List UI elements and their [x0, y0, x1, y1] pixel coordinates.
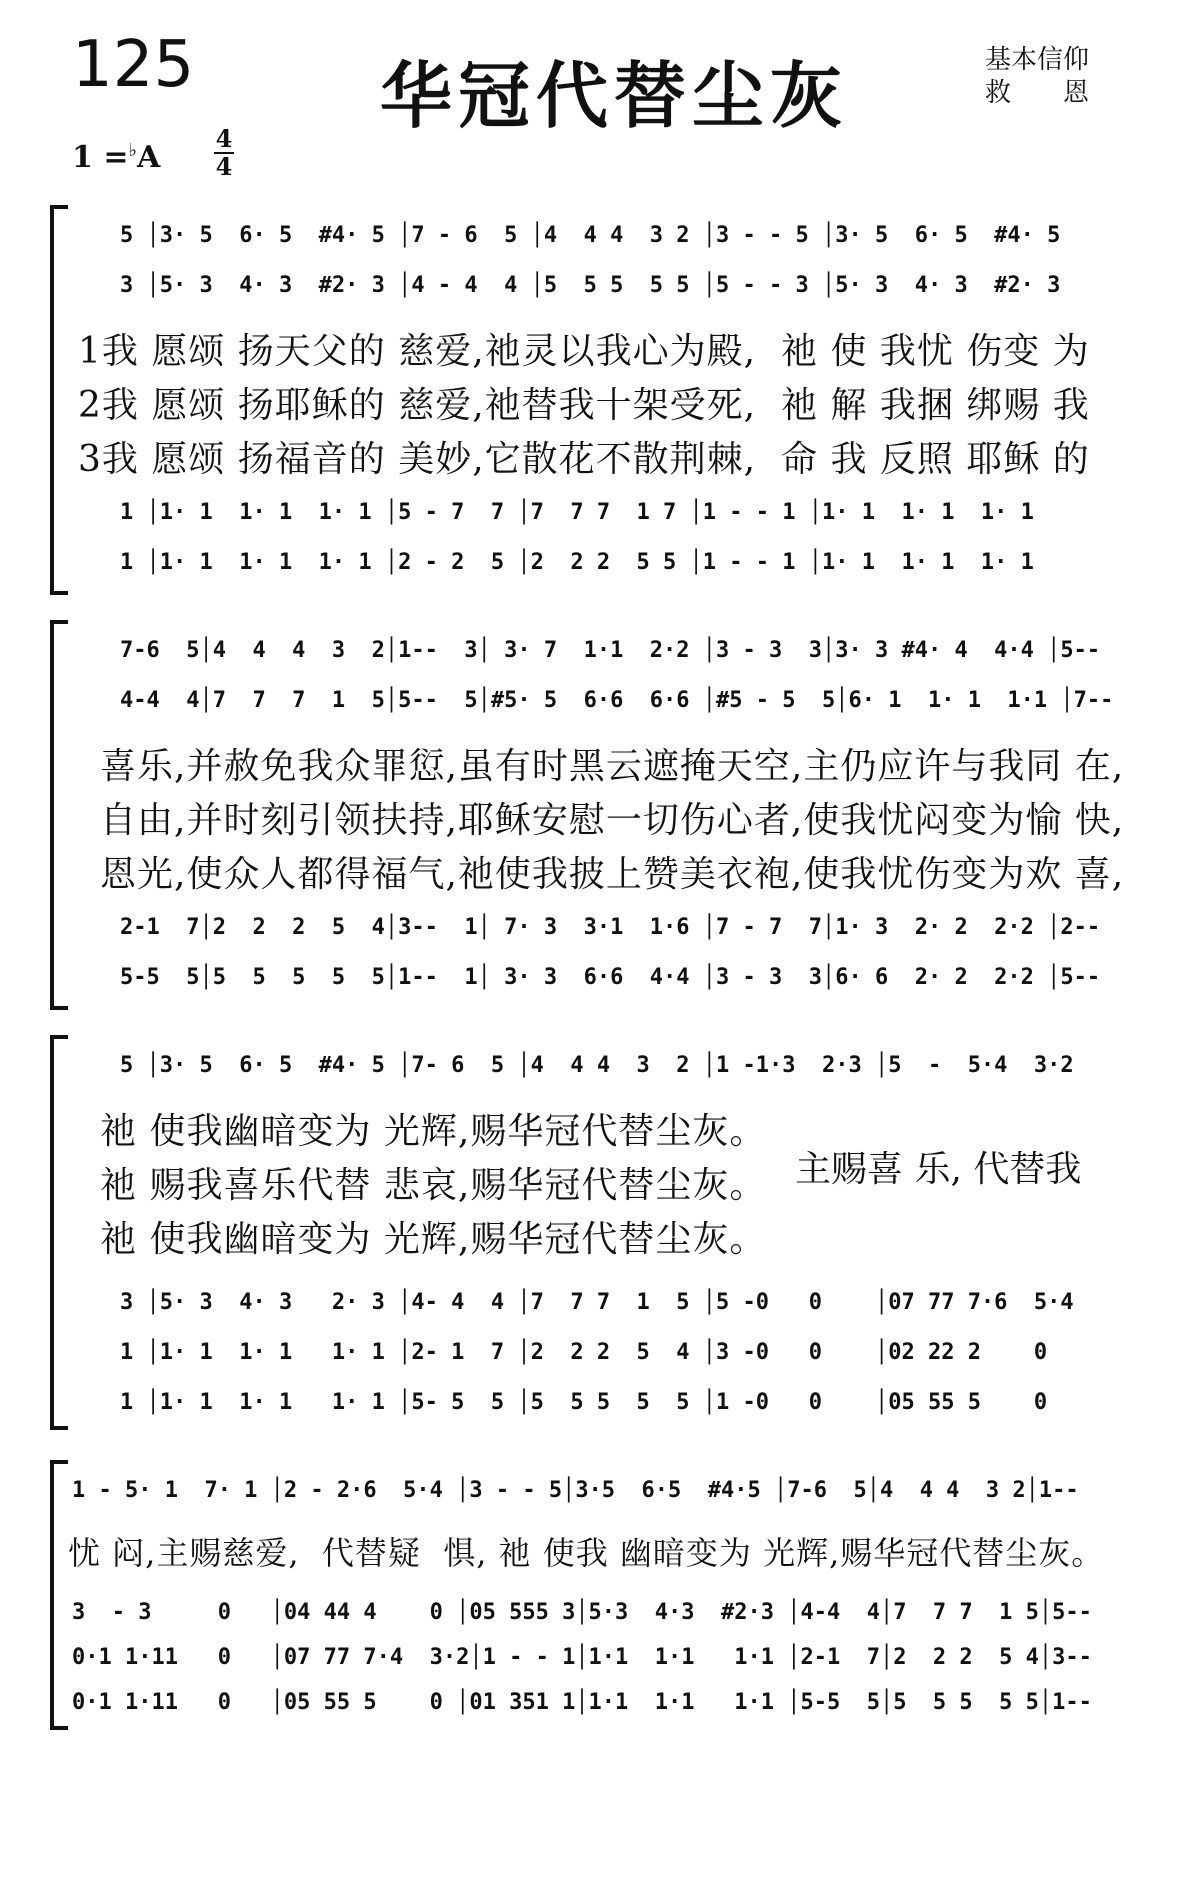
alto2-line: 0·1 1·11 0 │07 77 7·4 3·2│1 - - 1│1·1 1·1 1·1 │2-1 7│2 2 2 5 4│3--	[72, 1645, 1092, 1670]
alto2-line: 1 │1· 1 1· 1 1· 1 │2- 1 7 │2 2 2 5 4 │3 -0 0 │02 22 2 0	[120, 1340, 1048, 1365]
soprano-line: 7-6 5│4 4 4 3 2│1-- 3│ 3· 7 1·1 2·2 │3 - 3 3│3· 3 #4· 4 4·4 │5--	[120, 638, 1101, 663]
bass-line: 5-5 5│5 5 5 5 5│1-- 1│ 3· 3 6·6 4·4 │3 - 3 3│6· 6 2· 2 2·2 │5--	[120, 965, 1101, 990]
category-line-1: 基本信仰	[985, 45, 1090, 75]
system-3	[50, 1035, 1160, 1430]
tenor-line: 1 │1· 1 1· 1 1· 1 │5 - 7 7 │7 7 7 1 7 │1 - - 1 │1· 1 1· 1 1· 1	[120, 500, 1034, 525]
hymn-title: 华冠代替尘灰	[380, 54, 849, 138]
lyric-verse-2: 自由,并时刻引领扶持,耶稣安慰一切伤心者,使我忧闷变为愉 快,	[100, 800, 1125, 841]
lyric-verse-1: 1我 愿颂 扬天父的 慈爱,祂灵以我心为殿, 祂 使 我忧 伤变 为	[78, 331, 1090, 372]
tenor-line: 2-1 7│2 2 2 5 4│3-- 1│ 7· 3 3·1 1·6 │7 - 7 7│1· 3 2· 2 2·2 │2--	[120, 915, 1101, 940]
category-line-2: 救 恩	[985, 78, 1090, 108]
meter-top: 4	[215, 124, 233, 153]
lyric-verse-2: 2我 愿颂 扬耶稣的 慈爱,祂替我十架受死, 祂 解 我捆 绑赐 我	[78, 385, 1090, 426]
meter-bottom: 4	[215, 152, 233, 181]
soprano-line: 5 │3· 5 6· 5 #4· 5 │7 - 6 5 │4 4 4 3 2 │3 - - 5 │3· 5 6· 5 #4· 5	[120, 223, 1061, 248]
soprano-line: 1 - 5· 1 7· 1 │2 - 2·6 5·4 │3 - - 5│3·5 6·5 #4·5 │7-6 5│4 4 4 3 2│1--	[72, 1478, 1079, 1503]
lyric-verse-3: 3我 愿颂 扬福音的 美妙,它散花不散荆棘, 命 我 反照 耶稣 的	[78, 439, 1090, 480]
system-1	[50, 205, 1160, 595]
system-2	[50, 620, 1160, 1010]
chorus-lyric: 主赐喜 乐, 代替我	[795, 1149, 1082, 1190]
lyric-verse-2: 祂 赐我喜乐代替 悲哀,赐华冠代替尘灰。	[100, 1165, 767, 1206]
system-4	[50, 1460, 1160, 1730]
lyric-verse-1: 祂 使我幽暗变为 光辉,赐华冠代替尘灰。	[100, 1111, 767, 1152]
key-signature	[72, 140, 160, 175]
system-bracket	[50, 1460, 68, 1730]
key-prefix: 1 =	[72, 140, 129, 175]
lyric-verse-3: 祂 使我幽暗变为 光辉,赐华冠代替尘灰。	[100, 1219, 767, 1260]
alto-line: 4-4 4│7 7 7 1 5│5-- 5│#5· 5 6·6 6·6 │#5 - 5 5│6· 1 1· 1 1·1 │7--	[120, 688, 1114, 713]
lyric-line: 忧 闷,主赐慈爱, 代替疑 惧, 祂 使我 幽暗变为 光辉,赐华冠代替尘灰。	[68, 1534, 1105, 1572]
system-bracket	[50, 620, 68, 1010]
time-signature	[214, 126, 234, 180]
lyric-verse-3: 恩光,使众人都得福气,祂使我披上赞美衣袍,使我忧伤变为欢 喜,	[100, 854, 1125, 895]
flat-sign: ♭	[128, 140, 137, 161]
soprano-line: 5 │3· 5 6· 5 #4· 5 │7- 6 5 │4 4 4 3 2 │1 -1·3 2·3 │5 - 5·4 3·2	[120, 1053, 1074, 1078]
tenor-line: 3 - 3 0 │04 44 4 0 │05 555 3│5·3 4·3 #2·3 │4-4 4│7 7 7 1 5│5--	[72, 1600, 1092, 1625]
alto-line: 3 │5· 3 4· 3 #2· 3 │4 - 4 4 │5 5 5 5 5 │5 - - 3 │5· 3 4· 3 #2· 3	[120, 273, 1061, 298]
system-bracket	[50, 205, 68, 595]
bass-line: 1 │1· 1 1· 1 1· 1 │5- 5 5 │5 5 5 5 5 │1 -0 0 │05 55 5 0	[120, 1390, 1048, 1415]
lyric-verse-1: 喜乐,并赦免我众罪愆,虽有时黑云遮掩天空,主仍应许与我同 在,	[100, 746, 1125, 787]
system-bracket	[50, 1035, 68, 1430]
category-label	[985, 44, 1089, 110]
key-note: A	[136, 140, 161, 175]
bass-line: 0·1 1·11 0 │05 55 5 0 │01 351 1│1·1 1·1 1·1 │5-5 5│5 5 5 5 5│1--	[72, 1690, 1092, 1715]
tenor-line: 3 │5· 3 4· 3 2· 3 │4- 4 4 │7 7 7 1 5 │5 -0 0 │07 77 7·6 5·4	[120, 1290, 1074, 1315]
hymn-number: 125	[72, 28, 195, 102]
bass-line: 1 │1· 1 1· 1 1· 1 │2 - 2 5 │2 2 2 5 5 │1 - - 1 │1· 1 1· 1 1· 1	[120, 550, 1034, 575]
